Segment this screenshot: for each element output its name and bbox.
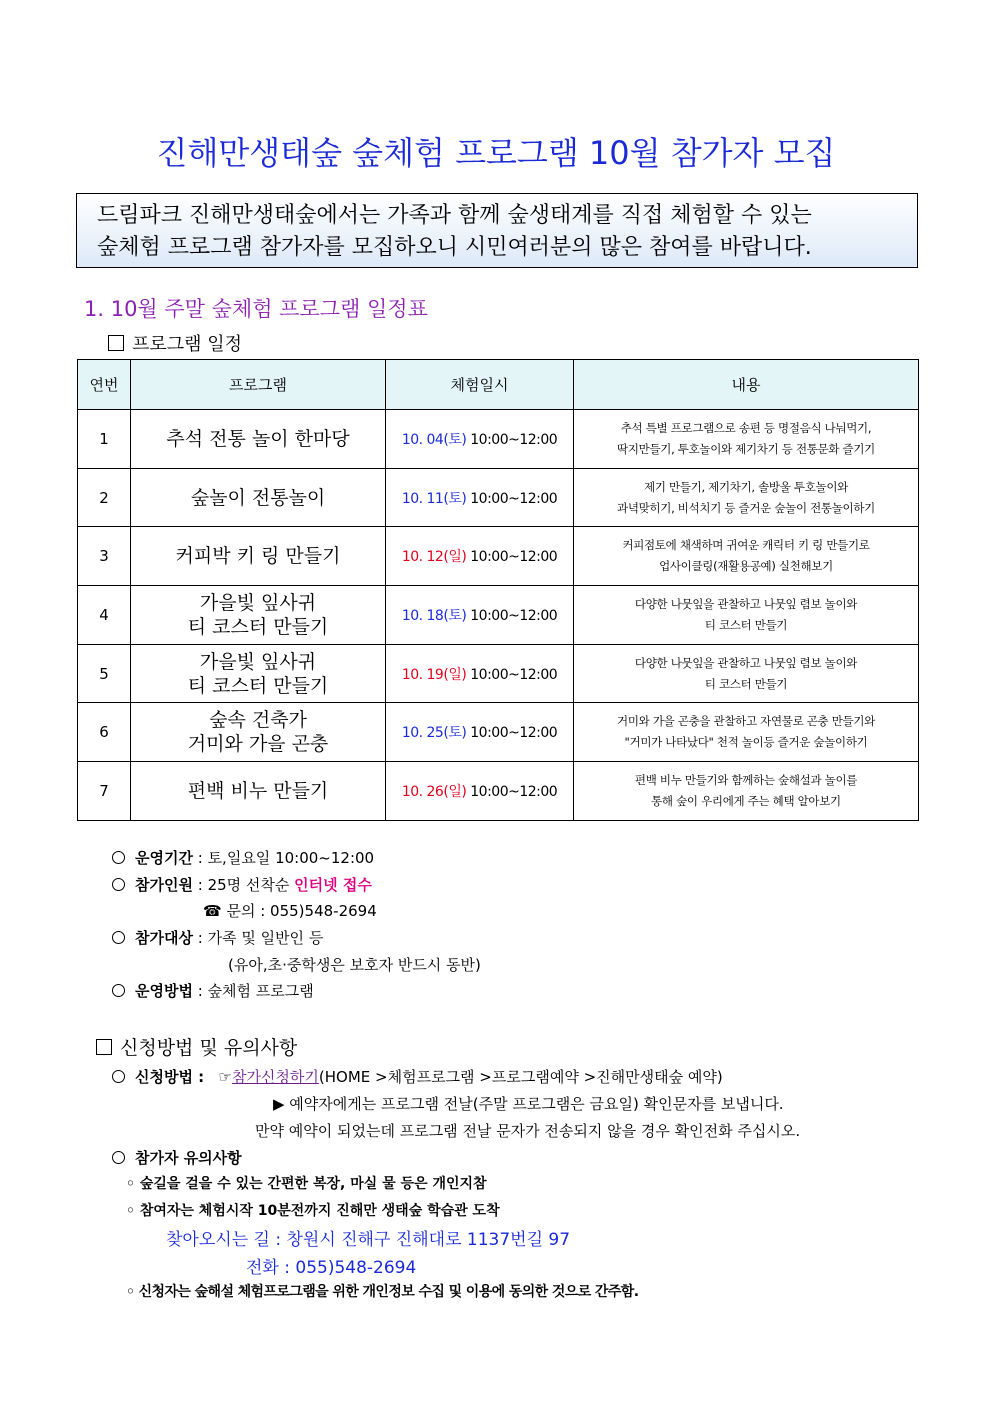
section1-heading: 1. 10월 주말 숲체험 프로그램 일정표 bbox=[84, 297, 428, 321]
program-name: 커피박 키 링 만들기 bbox=[175, 545, 341, 568]
caution-2: ◦ 참여자는 체험시작 10분전까지 진해만 생태숲 학습관 도착 bbox=[126, 1203, 500, 1219]
row-number: 3 bbox=[78, 527, 131, 586]
weekday: 토 bbox=[448, 431, 462, 448]
program-cell bbox=[131, 703, 386, 762]
intro-line-2: 숲체험 프로그램 참가자를 모집하오니 시민여러분의 많은 참여를 바랍니다. bbox=[97, 235, 812, 260]
date-part: 10. 04( bbox=[401, 431, 449, 448]
description-line-2: 딱지만들기, 투호놀이와 제기차기 등 전통문화 즐기기 bbox=[617, 441, 875, 456]
period-label: 운영기간 bbox=[135, 849, 193, 867]
program-name-line-2: 거미와 가을 곤충 bbox=[187, 733, 329, 756]
date-cell bbox=[386, 410, 574, 469]
apply-row bbox=[112, 1066, 723, 1087]
checkbox-square-icon bbox=[96, 1039, 112, 1055]
apply-path: (HOME >체험프로그램 >프로그램예약 >진해만생태숲 예약) bbox=[318, 1068, 723, 1086]
program-cell bbox=[131, 762, 386, 821]
internet-signup-badge: 인터넷 접수 bbox=[294, 876, 372, 894]
weekday: 토 bbox=[448, 490, 462, 507]
description-cell bbox=[574, 527, 919, 586]
date-close: ) bbox=[461, 725, 467, 742]
circle-bullet-icon bbox=[112, 984, 125, 997]
cautions-label: 참가자 유의사항 bbox=[135, 1149, 242, 1167]
people-value: : 25명 선착순 bbox=[197, 876, 290, 894]
header-program: 프로그램 bbox=[131, 360, 386, 410]
weekday: 일 bbox=[448, 666, 462, 683]
weekday: 일 bbox=[448, 549, 462, 566]
description-cell bbox=[574, 410, 919, 469]
date-part: 10. 11( bbox=[401, 490, 449, 507]
description-cell bbox=[574, 586, 919, 645]
program-cell bbox=[131, 468, 386, 527]
target-note: (유아,초·중학생은 보호자 반드시 동반) bbox=[228, 956, 481, 974]
weekday: 일 bbox=[448, 783, 462, 800]
program-name: 숲놀이 전통놀이 bbox=[190, 486, 326, 509]
date-cell bbox=[386, 468, 574, 527]
time-range: 10:00~12:00 bbox=[466, 783, 558, 800]
date-cell bbox=[386, 703, 574, 762]
date-cell bbox=[386, 586, 574, 645]
date-cell bbox=[386, 762, 574, 821]
phone-icon: ☎ bbox=[203, 902, 222, 920]
table-header-row bbox=[78, 360, 919, 410]
section2-heading bbox=[96, 1033, 297, 1060]
weekday: 토 bbox=[448, 607, 462, 624]
description-line-1: 다양한 나뭇잎을 관찰하고 나뭇잎 렴보 놀이와 bbox=[634, 655, 858, 670]
date-part: 10. 12( bbox=[401, 549, 449, 566]
schedule-subheading-label: 프로그램 일정 bbox=[132, 334, 243, 355]
description-line-2: 티 코스터 만들기 bbox=[704, 676, 788, 691]
date-part: 10. 26( bbox=[401, 783, 449, 800]
date-close: ) bbox=[461, 783, 467, 800]
time-range: 10:00~12:00 bbox=[466, 725, 558, 742]
description-line-2: "거미가 나타났다" 천적 놀이등 즐거운 숲놀이하기 bbox=[624, 735, 868, 750]
circle-bullet-icon bbox=[112, 851, 125, 864]
method-label: 운영방법 bbox=[135, 982, 193, 1000]
row-number: 6 bbox=[78, 703, 131, 762]
time-range: 10:00~12:00 bbox=[466, 431, 558, 448]
table-row bbox=[78, 762, 919, 821]
description-line-2: 통해 숲이 우리에게 주는 혜택 알아보기 bbox=[651, 793, 841, 808]
method-row bbox=[112, 980, 314, 1001]
hand-pointer-icon: ☞ bbox=[218, 1068, 232, 1086]
tel: 전화 : 055)548-2694 bbox=[246, 1258, 417, 1278]
description-line-2: 업사이클링(재활용공예) 실천해보기 bbox=[659, 559, 833, 574]
description-line-1: 다양한 나뭇잎을 관찰하고 나뭇잎 렴보 놀이와 bbox=[634, 596, 858, 611]
date-cell bbox=[386, 527, 574, 586]
page-title: 진해만생태숲 숲체험 프로그램 10월 참가자 모집 bbox=[156, 134, 836, 172]
header-no: 연번 bbox=[78, 360, 131, 410]
circle-bullet-icon bbox=[112, 1151, 125, 1164]
cautions-row bbox=[112, 1147, 242, 1168]
program-name-line-2: 티 코스터 만들기 bbox=[187, 615, 329, 638]
program-name-line-1: 숲속 건축가 bbox=[209, 709, 307, 732]
apply-link[interactable]: 참가신청하기 bbox=[231, 1068, 319, 1086]
program-name-line-1: 가을빛 잎사귀 bbox=[199, 591, 317, 614]
program-cell bbox=[131, 586, 386, 645]
target-row bbox=[112, 927, 323, 948]
row-number: 2 bbox=[78, 468, 131, 527]
period-row bbox=[112, 847, 374, 868]
phone-value: 문의 : 055)548-2694 bbox=[226, 902, 377, 920]
table-row bbox=[78, 703, 919, 762]
phone-row bbox=[203, 900, 377, 921]
target-value: : 가족 및 일반인 등 bbox=[197, 929, 324, 947]
description-cell bbox=[574, 703, 919, 762]
schedule-table bbox=[77, 359, 919, 821]
schedule-subheading bbox=[108, 330, 242, 356]
date-close: ) bbox=[461, 549, 467, 566]
row-number: 7 bbox=[78, 762, 131, 821]
row-number: 5 bbox=[78, 644, 131, 703]
people-label: 참가인원 bbox=[135, 876, 193, 894]
period-value: : 토,일요일 10:00~12:00 bbox=[197, 849, 375, 867]
date-cell bbox=[386, 644, 574, 703]
description-line-2: 과녁맞히기, 비석치기 등 즐거운 숲놀이 전통놀이하기 bbox=[617, 500, 875, 515]
intro-line-1: 드림파크 진해만생태숲에서는 가족과 함께 숲생태계를 직접 체험할 수 있는 bbox=[97, 203, 812, 228]
program-name-line-1: 가을빛 잎사귀 bbox=[199, 650, 317, 673]
program-cell bbox=[131, 527, 386, 586]
weekday: 토 bbox=[448, 725, 462, 742]
table-row bbox=[78, 527, 919, 586]
intro-box bbox=[76, 193, 918, 268]
date-close: ) bbox=[461, 666, 467, 683]
time-range: 10:00~12:00 bbox=[466, 549, 558, 566]
program-cell bbox=[131, 644, 386, 703]
notice-1: ▶ 예약자에게는 프로그램 전날(주말 프로그램은 금요일) 확인문자를 보냅니다. bbox=[273, 1095, 784, 1113]
description-line-2: 티 코스터 만들기 bbox=[704, 617, 788, 632]
row-number: 1 bbox=[78, 410, 131, 469]
people-row bbox=[112, 874, 372, 895]
caution-3: ◦ 신청자는 숲해설 체험프로그램을 위한 개인정보 수집 및 이용에 동의한 것으로 간주함. bbox=[126, 1284, 639, 1300]
date-part: 10. 25( bbox=[401, 725, 449, 742]
description-line-1: 추석 특별 프로그램으로 송편 등 명절음식 나눠먹기, bbox=[620, 420, 872, 435]
header-date: 체험일시 bbox=[386, 360, 574, 410]
target-label: 참가대상 bbox=[135, 929, 193, 947]
header-content: 내용 bbox=[574, 360, 919, 410]
checkbox-square-icon bbox=[108, 335, 124, 351]
time-range: 10:00~12:00 bbox=[466, 490, 558, 507]
description-line-1: 제기 만들기, 제기차기, 솔방울 투호놀이와 bbox=[644, 479, 848, 494]
table-row bbox=[78, 468, 919, 527]
time-range: 10:00~12:00 bbox=[466, 607, 558, 624]
description-cell bbox=[574, 644, 919, 703]
circle-bullet-icon bbox=[112, 931, 125, 944]
date-close: ) bbox=[461, 607, 467, 624]
program-name-line-2: 티 코스터 만들기 bbox=[187, 674, 329, 697]
date-close: ) bbox=[461, 490, 467, 507]
section2-heading-label: 신청방법 및 유의사항 bbox=[120, 1037, 298, 1059]
circle-bullet-icon bbox=[112, 1070, 125, 1083]
caution-1: ◦ 숲길을 걸을 수 있는 간편한 복장, 마실 물 등은 개인지참 bbox=[126, 1176, 487, 1192]
date-part: 10. 18( bbox=[401, 607, 449, 624]
description-line-1: 편백 비누 만들기와 함께하는 숲해설과 놀이를 bbox=[634, 772, 858, 787]
apply-label: 신청방법 : bbox=[135, 1068, 205, 1086]
table-row bbox=[78, 586, 919, 645]
description-cell bbox=[574, 468, 919, 527]
date-part: 10. 19( bbox=[401, 666, 449, 683]
row-number: 4 bbox=[78, 586, 131, 645]
date-close: ) bbox=[461, 431, 467, 448]
program-name: 편백 비누 만들기 bbox=[187, 779, 329, 802]
program-cell bbox=[131, 410, 386, 469]
table-row bbox=[78, 644, 919, 703]
address: 찾아오시는 길 : 창원시 진해구 진해대로 1137번길 97 bbox=[166, 1230, 571, 1250]
method-value: : 숲체험 프로그램 bbox=[197, 982, 314, 1000]
circle-bullet-icon bbox=[112, 878, 125, 891]
time-range: 10:00~12:00 bbox=[466, 666, 558, 683]
program-name: 추석 전통 놀이 한마당 bbox=[166, 427, 350, 450]
description-line-1: 커피점토에 채색하며 귀여운 캐릭터 키 링 만들기로 bbox=[622, 538, 870, 553]
description-cell bbox=[574, 762, 919, 821]
description-line-1: 거미와 가을 곤충을 관찰하고 자연물로 곤충 만들기와 bbox=[617, 714, 875, 729]
notice-2: 만약 예약이 되었는데 프로그램 전날 문자가 전송되지 않을 경우 확인전화 주십시오. bbox=[255, 1122, 801, 1140]
table-row bbox=[78, 410, 919, 469]
